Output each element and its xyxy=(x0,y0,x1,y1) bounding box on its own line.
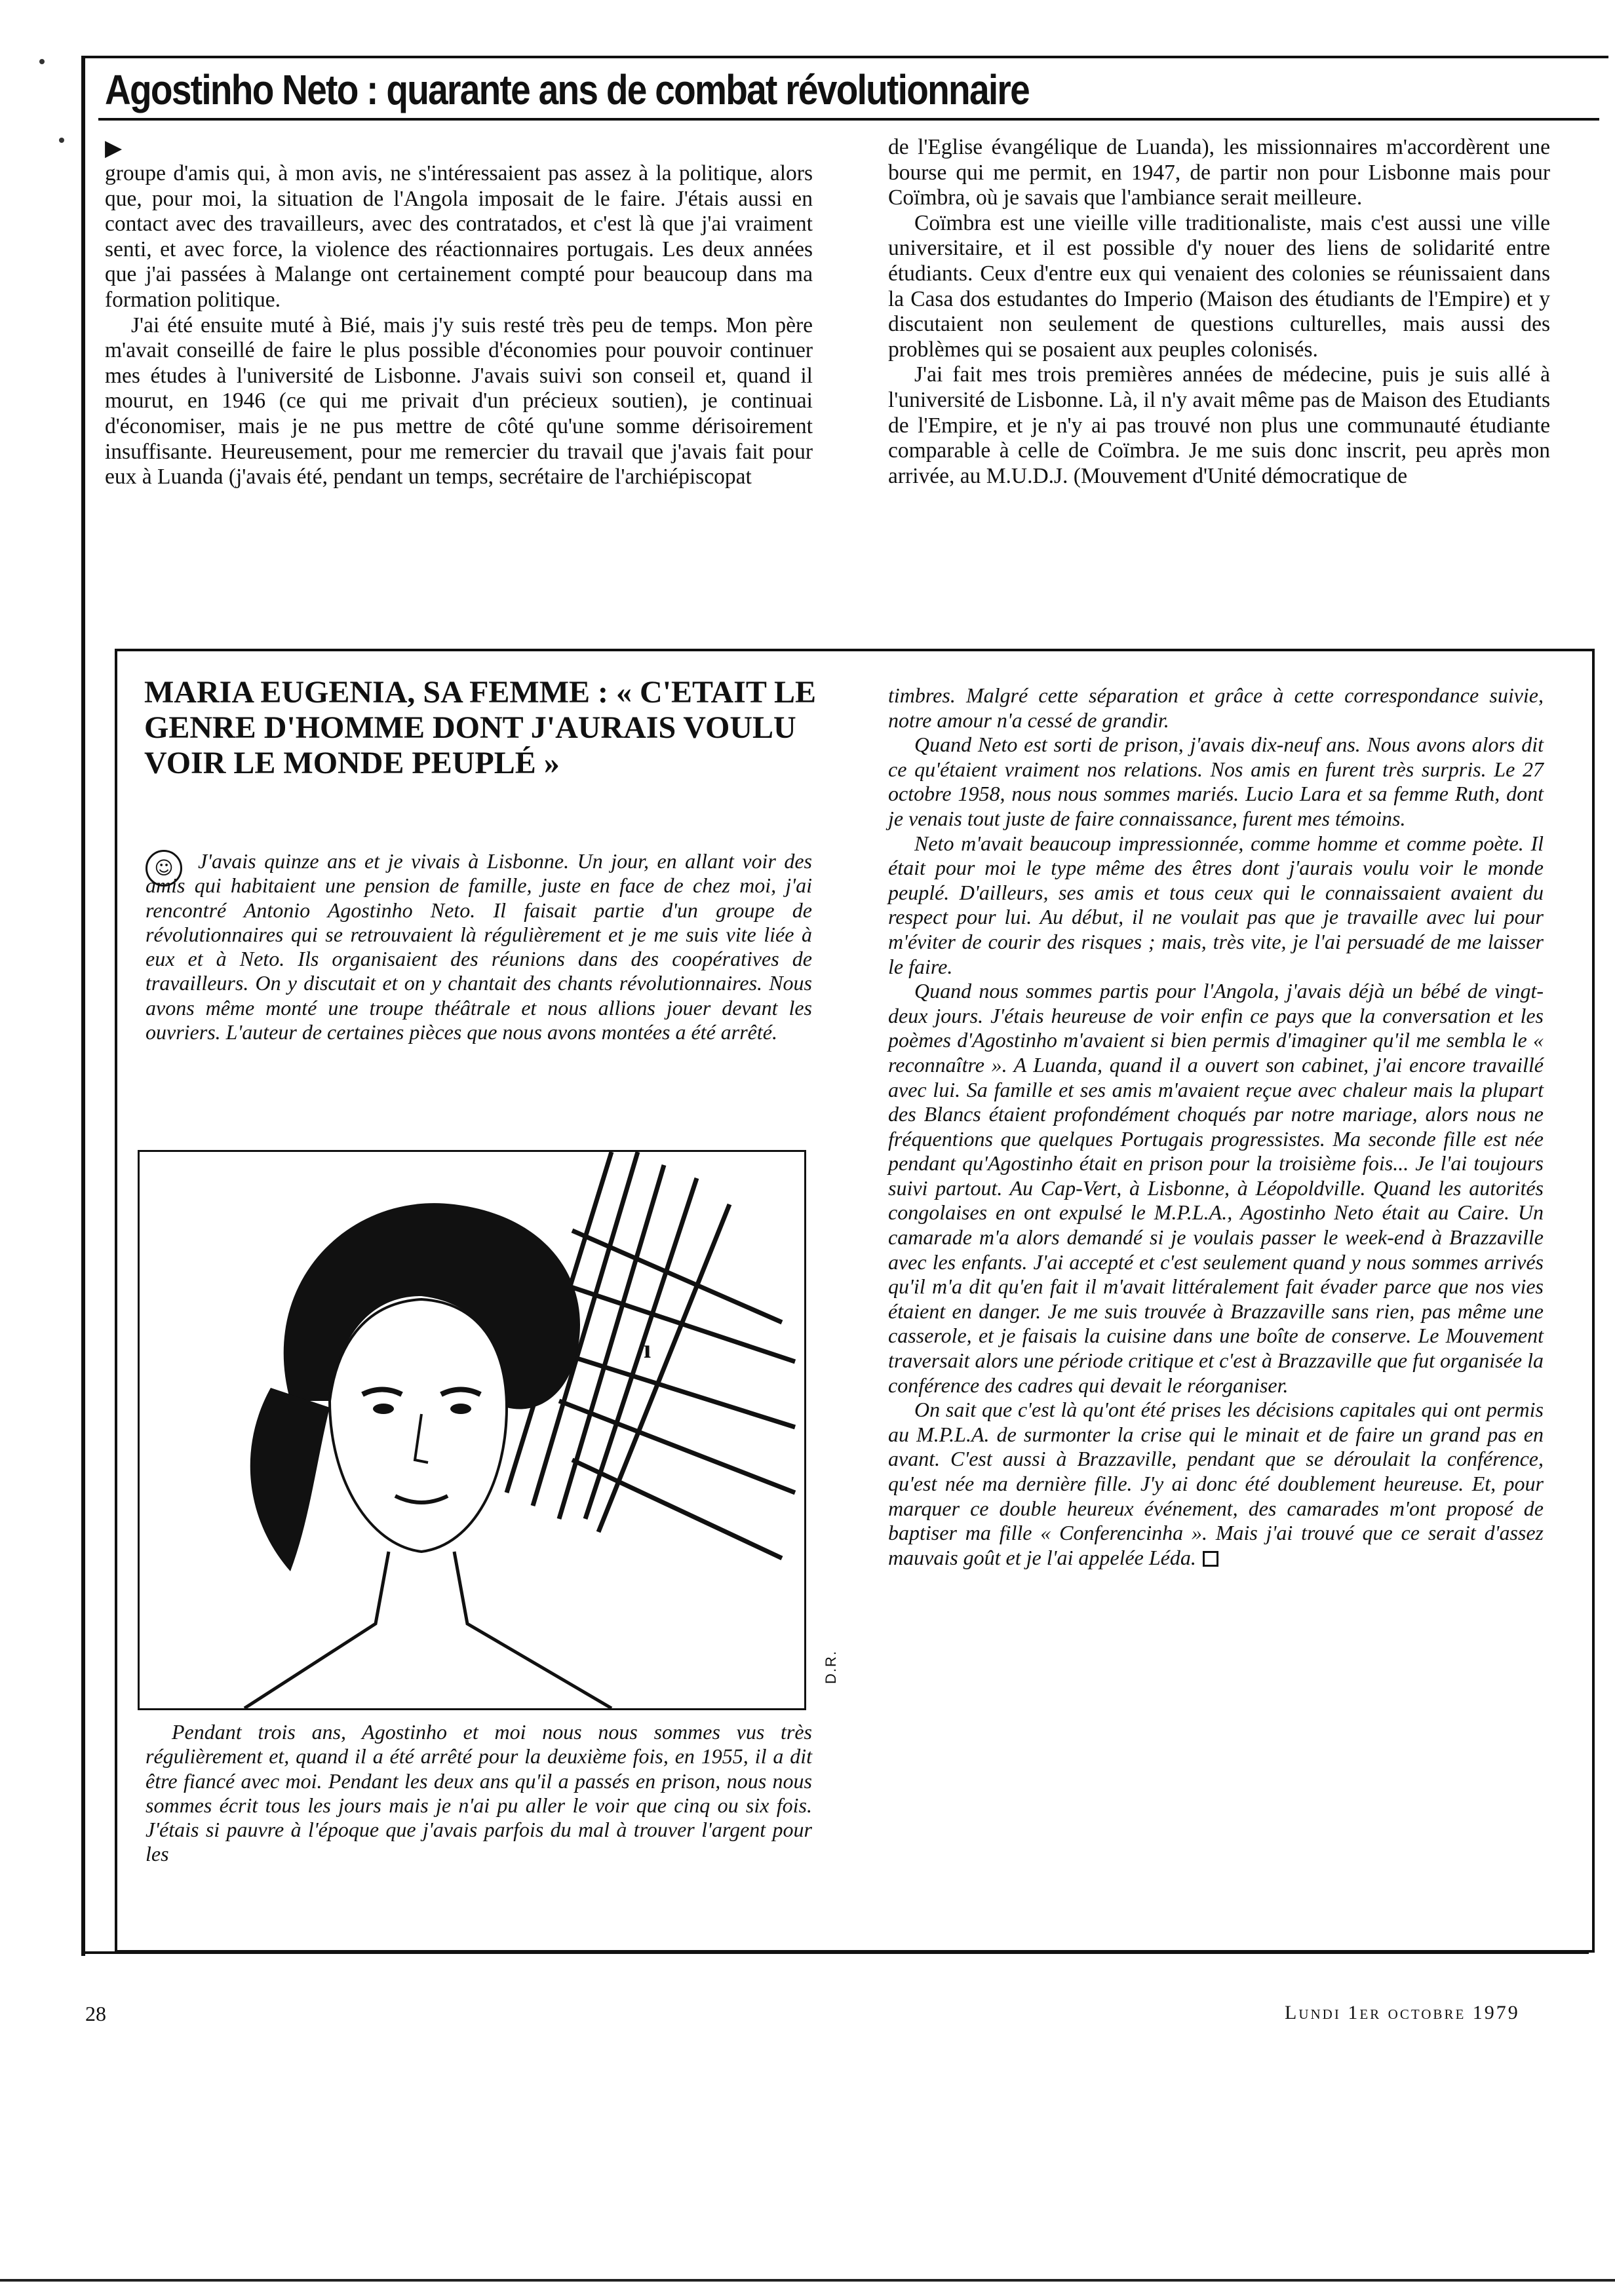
article-paragraph: J'ai fait mes trois premières années de médecine, puis je suis allé à l'université de Lisbonne. Là, il n'y avait même pas de Maison des Etudiants de l'Empire, et je n'y ai pas trouvé non plus une communauté étudiante comparable à celle de Coïmbra. Je me suis donc inscrit, peu après mon arrivée, au M.U.D.J. (Mouvement d'Unité démocratique de xyxy=(888,362,1550,488)
sidebar-column-1-bottom xyxy=(146,1720,812,1867)
page-number: 28 xyxy=(85,2002,106,2025)
sidebar-paragraph: Quand nous sommes partis pour l'Angola, j'avais déjà un bébé de vingt-deux jours. J'étais heureuse de voir enfin ce pays que la conversation et les poèmes d'Agostinho m'avaient si bien permis d'imaginer qu'il me sembla le « reconnaître ». A Luanda, quand il a ouvert son cabinet, j'ai encore travaillé avec lui. Sa famille et ses amis m'avaient reçue avec chaleur mais la plupart des Blancs étaient profondément choqués par notre mariage, alors nous ne fréquentions que quelques Portugais progressistes. Ma seconde fille est née pendant qu'Agostinho était en prison pour la troisième fois... Je l'ai toujours suivi partout. Au Cap-Vert, à Lisbonne, à Léopoldville. Quand les autorités congolaises en ont expulsé le M.P.L.A., Agostinho Neto était au Caire. Un camarade m'a alors demandé si je voulais passer le week-end à Brazzaville avec les enfants. J'ai accepté et c'est seulement quand y nous sommes arrivés qu'il m'a dit qu'en fait il m'avait littéralement fait évader parce que nos vies étaient en danger. Je me suis trouvée à Brazzaville sans rien, pas même une casserole, et je faisais la cuisine dans une boîte de conserve. Le Mouvement traversait alors une période critique et c'est à Brazzaville que fut organisée la conférence des cadres qui devait le réorganiser. xyxy=(888,979,1544,1397)
sidebar-column-2 xyxy=(888,683,1544,1570)
frame-top-border xyxy=(81,56,1608,58)
article-paragraph: Coïmbra est une vieille ville traditionaliste, mais c'est aussi une ville universitaire, et il est possible d'y nouer des liens de solidarité entre étudiants. Ceux d'entre eux qui venaient des colonies se réunissaient dans la Casa dos estudantes do Imperio (Maison des étudiants de l'Empire) et y discutaient non seulement de questions culturelles, mais aussi des problèmes qui se posaient aux peuples colonisés. xyxy=(888,210,1550,362)
sidebar-paragraph: timbres. Malgré cette séparation et grâce à cette correspondance suivie, notre amour n'a cessé de grandir. xyxy=(888,683,1544,732)
scan-bottom-line xyxy=(0,2279,1615,2282)
portrait-illustration xyxy=(140,1152,804,1708)
article-paragraph: J'ai été ensuite muté à Bié, mais j'y suis resté très peu de temps. Mon père m'avait conseillé de faire le plus possible d'économies pour pouvoir continuer mes études à l'université de Lisbonne. J'avais suivi son conseil et, quand il mourut, en 1946 (ce qui me privait d'un précieux soutien), je continuai d'économiser, mais je ne pus mettre de côté qu'une somme dérisoirement insuffisante. Heureusement, pour me remercier du travail que j'avais fait pour eux à Luanda (j'avais été, pendant un temps, secrétaire de l'archiépiscopat xyxy=(105,313,813,489)
sidebar-paragraph: J'avais quinze ans et je vivais à Lisbonne. Un jour, en allant voir des amis qui habitaient une pension de famille, juste en face de chez moi, j'ai rencontré Antonio Agostinho Neto. Il faisait partie d'un groupe de révolutionnaires qui se retrouvaient là régulièrement et je me suis vite liée à eux et à Neto. Ils organisaient des réunions dans des coopératives de travailleurs. On y discutait et on y chantait des chants révolutionnaires. Nous avons même monté une troupe théâtrale et nous allions jouer devant les ouvriers. L'auteur de certaines pièces que nous avons montées a été arrêté. xyxy=(146,849,812,1044)
sidebar-paragraph: Neto m'avait beaucoup impressionnée, comme homme et comme poète. Il était pour moi le type même des êtres dont j'aurais voulu voir le monde peuplé. D'ailleurs, ses amis et tous ceux qui le connaissaient avaient du respect pour lui. Au début, il ne voulait pas que je travaille avec lui pour m'éviter de courir des risques ; mais, très vite, je l'ai persuadé de me laisser le faire. xyxy=(888,831,1544,978)
sidebar-paragraph: Quand Neto est sorti de prison, j'avais dix-neuf ans. Nous avons alors dit ce qu'étaient vraiment nos relations. Nos amis en furent très surpris. Le 27 octobre 1958, nous nous sommes mariés. Lucio Lara et sa femme Ruth, dont je venais tout juste de faire connaissance, furent mes témoins. xyxy=(888,733,1544,830)
portrait-photo xyxy=(138,1150,806,1710)
article-column-2 xyxy=(888,135,1550,489)
scan-speck xyxy=(39,59,45,64)
headline-rule xyxy=(98,118,1599,121)
issue-date: Lundi 1er octobre 1979 xyxy=(1285,2002,1520,2023)
sidebar-column-1-top xyxy=(146,849,812,1044)
frame-left-border xyxy=(81,56,85,1956)
sidebar-paragraph: Pendant trois ans, Agostinho et moi nous nous sommes vus très régulièrement et, quand il a été arrêté pour la deuxième fois, en 1955, il a dit être fiancé avec moi. Pendant les deux ans qu'il a passés en prison, nous nous sommes écrit tous les jours mais je n'ai pu aller le voir que cinq ou six fois. J'étais si pauvre à l'époque que j'avais parfois du mal à trouver l'argent pour les xyxy=(146,1720,812,1866)
sidebar-title: MARIA EUGENIA, SA FEMME : « C'ETAIT LE GENRE D'HOMME DONT J'AURAIS VOULU VOIR LE MONDE PEUPLÉ » xyxy=(144,675,817,780)
quote-portrait-icon: ☺ xyxy=(146,850,182,887)
sidebar-paragraph: On sait que c'est là qu'ont été prises les décisions capitales qui ont permis au M.P.L.A. de surmonter la crise qui le minait et de faire un grand pas en avant. C'est aussi à Brazzaville, pendant que se déroulait la conférence, qu'est née ma dernière fille. J'y ai donc été doublement heureuse. Et, pour marquer ce double heureux événement, des camarades m'ont proposé de baptiser ma fille « Conferencinha ». Mais j'ai trouvé que ce serait d'assez mauvais goût et je l'ai appelée Léda. xyxy=(888,1398,1544,1569)
photo-credit: D.R. xyxy=(823,1650,839,1684)
continuation-arrow-icon: ▶ xyxy=(105,135,123,161)
article-headline: Agostinho Neto : quarante ans de combat révolutionnaire xyxy=(105,66,1029,113)
scan-artifact: ı xyxy=(644,1334,652,1364)
end-of-article-icon xyxy=(1203,1551,1218,1567)
article-paragraph: groupe d'amis qui, à mon avis, ne s'intéressaient pas assez à la politique, alors que, pour moi, la situation de l'Angola imposait de le faire. J'étais aussi en contact avec des travailleurs, avec des contratados, et c'est là que j'ai vraiment senti, et avec force, la violence des réactionnaires portugais. Les deux années que j'ai passées à Malange ont certainement compté pour beaucoup dans ma formation politique. xyxy=(105,161,813,312)
article-paragraph: de l'Eglise évangélique de Luanda), les missionnaires m'accordèrent une bourse qui me permit, en 1947, de partir non pour Lisbonne mais pour Coïmbra, où je savais que l'ambiance serait meilleure. xyxy=(888,135,1550,210)
scan-speck xyxy=(59,138,64,143)
article-column-1 xyxy=(105,161,813,490)
